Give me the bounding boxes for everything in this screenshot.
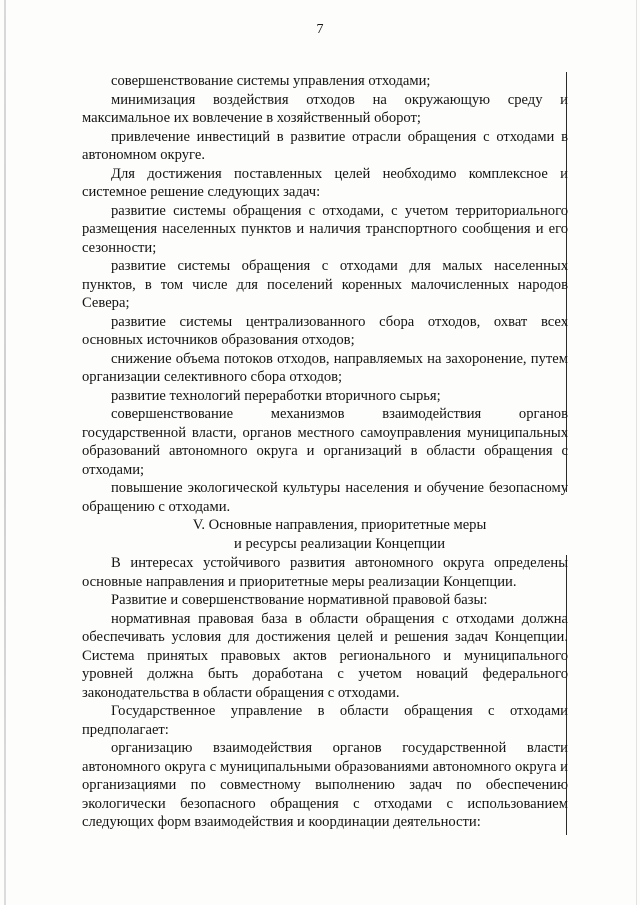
paragraph: повышение экологической культуры населения и обучение безопасному обращению с отходами.	[82, 480, 568, 515]
paragraph: нормативная правовая база в области обращения с отходами должна обеспечивать условия для достижения целей и решения задач Концепции. Система принятых правовых актов регионального и муниципального уровней должна быть доработана с учетом новаций федерального законодательства в области обращения с отходами.	[82, 610, 568, 701]
paragraph: Государственное управление в области обращения с отходами предполагает:	[82, 703, 568, 738]
paragraph: развитие системы централизованного сбора отходов, охват всех основных источников образования отходов;	[82, 313, 568, 348]
paragraph: привлечение инвестиций в развитие отрасли обращения с отходами в автономном округе.	[82, 128, 568, 163]
paragraph: минимизация воздействия отходов на окружающую среду и максимальное их вовлечение в хозяйственный оборот;	[82, 91, 568, 126]
paragraph: развитие системы обращения с отходами для малых населенных пунктов, в том числе для поселений коренных малочисленных народов Севера;	[82, 258, 568, 311]
section-heading	[82, 516, 568, 554]
paragraph: организацию взаимодействия органов государственной власти автономного округа с муниципальными образованиями автономного округа и организациями по совместному выполнению задач по обеспечению экологически безопасного обращения с отходами с использованием следующих форм взаимодействия и координации деятельности:	[82, 740, 568, 830]
scan-edge-right	[636, 0, 637, 905]
scan-edge-left	[4, 0, 6, 905]
page-number: 7	[316, 22, 324, 37]
paragraph: Для достижения поставленных целей необходимо комплексное и системное решение следующих задач:	[82, 165, 568, 200]
paragraph: развитие системы обращения с отходами, с учетом территориального размещения населенных пунктов и наличия транспортного сообщения и его сезонности;	[82, 202, 568, 256]
section-heading-line-1: V. Основные направления, приоритетные меры	[192, 517, 487, 533]
paragraph: развитие технологий переработки вторичного сырья;	[111, 387, 441, 404]
paragraph: снижение объема потоков отходов, направляемых на захоронение, путем организации селективного сбора отходов;	[82, 350, 568, 385]
paragraph: В интересах устойчивого развития автономного округа определены основные направления и приоритетные меры реализации Концепции.	[82, 555, 568, 590]
paragraph: совершенствование системы управления отходами;	[111, 73, 431, 89]
paragraph: совершенствование механизмов взаимодействия органов государственной власти, органов местного самоуправления муниципальных образований автономного округа и организаций в области обращения с отходами;	[82, 406, 568, 478]
document-body	[82, 72, 568, 832]
section-heading-line-2: и ресурсы реализации Концепции	[233, 536, 446, 552]
paragraph: Развитие и совершенствование нормативной правовой базы:	[111, 592, 488, 608]
